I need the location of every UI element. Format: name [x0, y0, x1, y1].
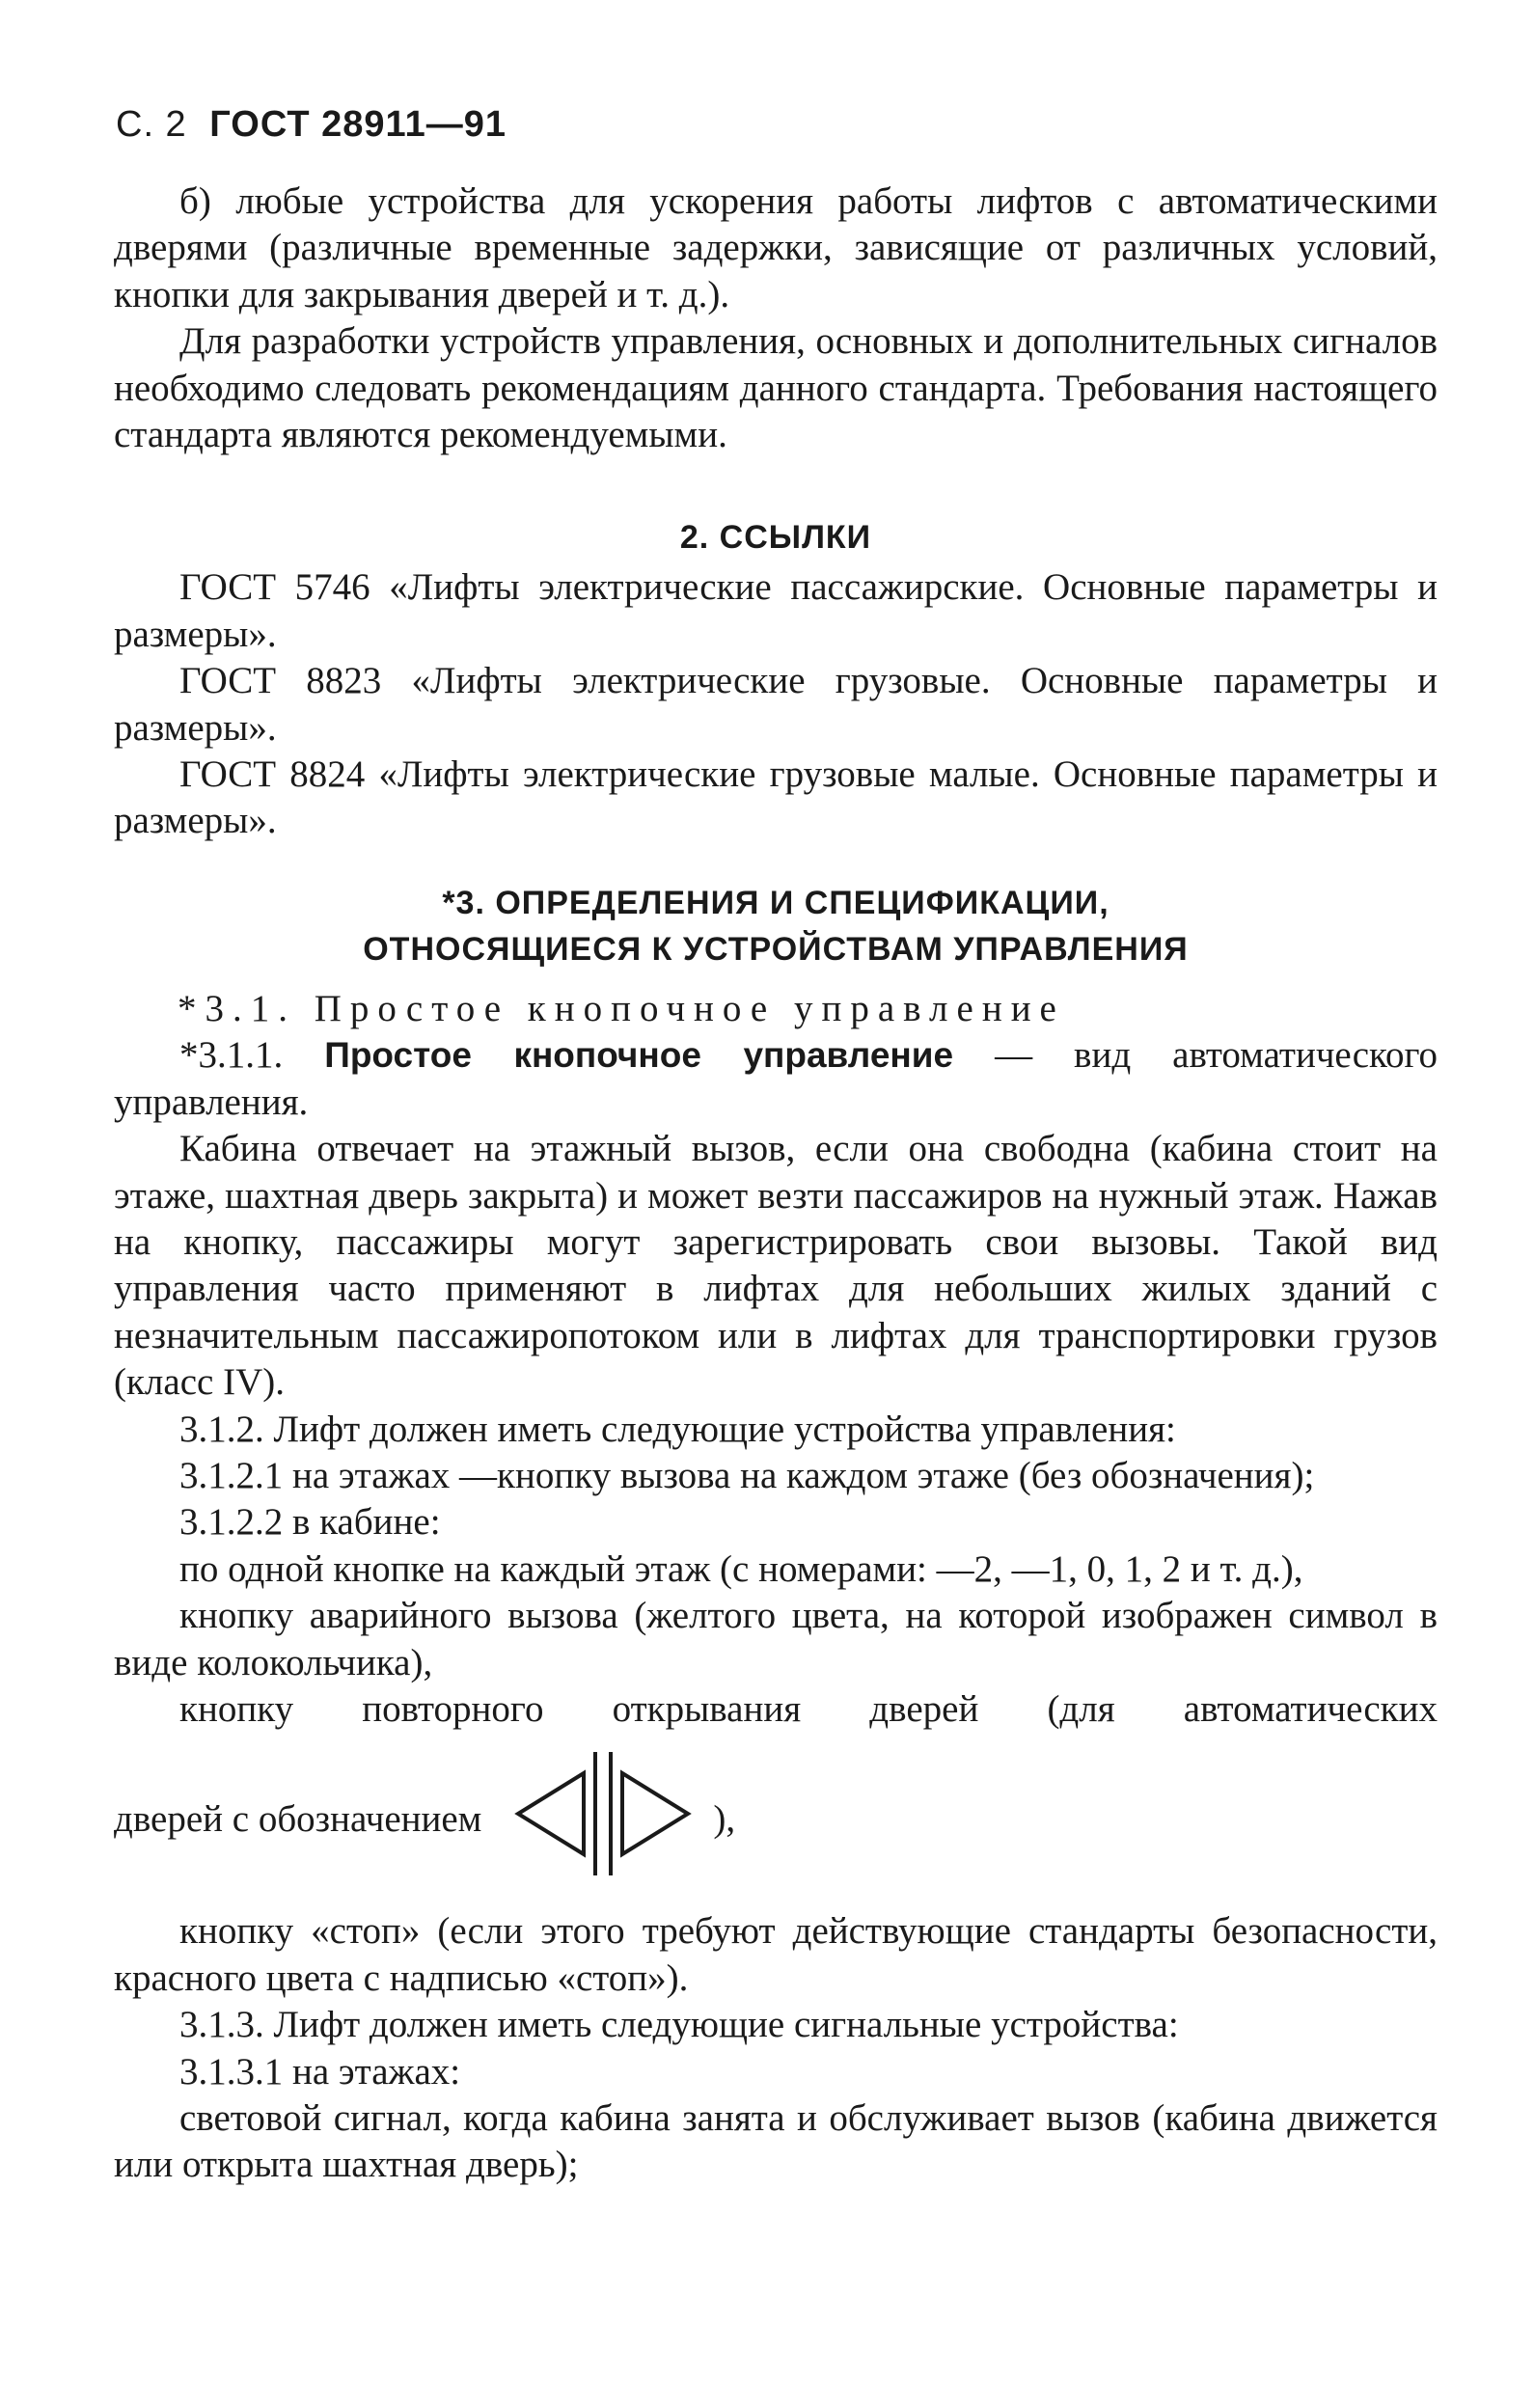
item-reopen-tail: ), — [713, 1798, 736, 1841]
item-reopen-text: дверей с обозначением — [114, 1798, 482, 1841]
item-floor-buttons: по одной кнопке на каждый этаж (с номерами: —2, —1, 0, 1, 2 и т. д.), — [179, 1547, 1303, 1590]
clause-3-1-1-term: Простое кнопочное управление — [324, 1035, 954, 1076]
clause-3-1-1-number: *3.1.1. — [179, 1034, 284, 1077]
section-2-heading: 2. ССЫЛКИ — [679, 519, 872, 557]
clause-3-1-2-2: 3.1.2.2 в кабине: — [179, 1501, 441, 1544]
document-body — [114, 178, 1438, 2189]
standard-id: ГОСТ 28911—91 — [209, 104, 507, 145]
door-reopen-icon — [507, 1746, 699, 1893]
clause-3-1-3: 3.1.3. Лифт должен иметь следующие сигнальные устройства: — [179, 2004, 1179, 2046]
clause-3-1-2: 3.1.2. Лифт должен иметь следующие устройства управления: — [179, 1408, 1176, 1450]
subsection-3-1-title: *3.1. Простое кнопочное управление — [178, 987, 1065, 1029]
paragraph-cabin: Кабина отвечает на этажный вызов, если она свободна (кабина стоит на этаже, шахтная дверь закрыта) и может везти пассажиров на нужный этаж. Нажав на кнопку, пассажиры могут зарегистрировать свои вызовы. Такой вид управления часто применяют в лифтах для небольших жилых зданий с незначительным пассажиропотоком или в лифтах для транспортировки грузов (класс IV). — [114, 1128, 1438, 1404]
item-reopen-button: кнопку повторного открывания дверей (для автоматических — [179, 1687, 1438, 1730]
clause-3-1-1 — [114, 1032, 1438, 1126]
clause-3-1-1-definition: — вид автоматического управления. — [114, 1034, 1438, 1123]
item-alarm-button: кнопку аварийного вызова (желтого цвета, на которой изображен символ в виде колокольчика), — [114, 1595, 1438, 1683]
clause-3-1-3-1: 3.1.3.1 на этажах: — [179, 2050, 461, 2093]
item-stop-button: кнопку «стоп» (если этого требуют действующие стандарты безопасности, красного цвета с надписью «стоп»). — [114, 1910, 1438, 1999]
section-3-heading-line-2: ОТНОСЯЩИЕСЯ К УСТРОЙСТВАМ УПРАВЛЕНИЯ — [363, 930, 1189, 968]
paragraph-b: б) любые устройства для ускорения работы лифтов с автоматическими дверями (различные временные задержки, зависящие от различных условий, кнопки для закрывания дверей и т. д.). — [114, 180, 1438, 315]
item-light-signal: световой сигнал, когда кабина занята и обслуживает вызов (кабина движется или открыта шахтная дверь); — [114, 2097, 1438, 2186]
paragraph-recommendation: Для разработки устройств управления, основных и дополнительных сигналов необходимо следовать рекомендациям данного стандарта. Требования настоящего стандарта являются рекомендуемыми. — [114, 320, 1438, 456]
clause-3-1-2-1: 3.1.2.1 на этажах —кнопку вызова на каждом этаже (без обозначения); — [179, 1454, 1315, 1496]
reference-8824: ГОСТ 8824 «Лифты электрические грузовые малые. Основные параметры и размеры». — [114, 753, 1438, 842]
section-3-heading — [114, 880, 1438, 972]
page-number: С. 2 — [116, 104, 187, 145]
section-3-heading-line-1: *3. ОПРЕДЕЛЕНИЯ И СПЕЦИФИКАЦИИ, — [442, 884, 1109, 921]
item-reopen-symbol-line — [114, 1752, 1438, 1887]
reference-5746: ГОСТ 5746 «Лифты электрические пассажирские. Основные параметры и размеры». — [114, 566, 1438, 655]
reference-8823: ГОСТ 8823 «Лифты электрические грузовые. Основные параметры и размеры». — [114, 660, 1438, 749]
page-header — [116, 104, 507, 146]
